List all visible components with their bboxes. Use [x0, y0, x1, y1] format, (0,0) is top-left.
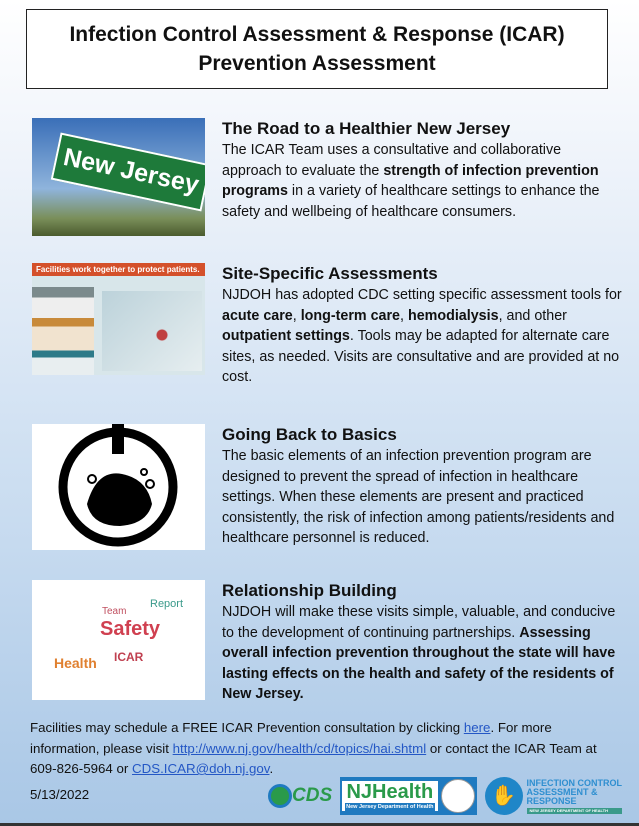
- section-heading: Relationship Building: [222, 581, 397, 600]
- icar-line: ASSESSMENT &: [526, 786, 598, 797]
- footer-text: [30, 718, 600, 780]
- bold-text: strength of infection prevention programs: [222, 162, 599, 199]
- bold-text: acute care: [222, 307, 293, 324]
- icar-line: INFECTION CONTROL: [526, 777, 623, 788]
- icar-line: RESPONSE: [526, 795, 577, 806]
- njhealth-text: NJHealth: [346, 781, 434, 803]
- page-title: [26, 9, 608, 89]
- icar-subtext: NEW JERSEY DEPARTMENT OF HEALTH: [527, 808, 623, 814]
- schedule-link[interactable]: here: [463, 720, 491, 735]
- text: Facilities may schedule a FREE ICAR Prevention consultation by clicking: [30, 720, 464, 735]
- text: , and other: [498, 307, 567, 324]
- bold-text: hemodialysis: [407, 307, 499, 324]
- section-text: [222, 263, 622, 388]
- cds-text: CDS: [292, 785, 333, 806]
- text: or contact the ICAR Team at 609-826-5964 or: [30, 740, 597, 776]
- text: ,: [400, 307, 408, 324]
- title-line-2: Prevention Assessment: [198, 52, 436, 75]
- new-jersey-sign-image: [32, 118, 205, 236]
- word: Team: [102, 606, 127, 617]
- text: NJDOH will make these visits simple, valuable, and conducive to the development of continuing partnerships.: [222, 604, 616, 641]
- section-text: [222, 118, 622, 222]
- state-seal-icon: [441, 779, 475, 813]
- hands-icon: ✋: [485, 777, 523, 815]
- njhealth-subtext: New Jersey Department of Health: [346, 804, 434, 810]
- section-text: [222, 580, 622, 705]
- text: . For more information, please visit: [30, 720, 552, 756]
- section-heading: Going Back to Basics: [222, 425, 397, 444]
- magnifier-icon: [268, 784, 292, 808]
- hai-website-link[interactable]: http://www.nj.gov/health/cd/topics/hai.shtml: [172, 740, 427, 756]
- word: ICAR: [114, 650, 144, 664]
- date: 5/13/2022: [30, 787, 90, 802]
- section-heading: The Road to a Healthier New Jersey: [222, 119, 511, 138]
- text: . Tools may be adapted for alternate care sites, as needed. Visits are consultative and are provided at no cost.: [222, 328, 620, 385]
- word: Report: [150, 598, 184, 610]
- text: in a variety of healthcare settings to enhance the safety and wellbeing of healthcare consumers.: [222, 183, 600, 220]
- text: The basic elements of an infection prevention program are designed to prevent the spread of infection in healthcare settings. When these elements are present and practiced consistently, the risk of infection among patients/residents and healthcare personnel is reduced.: [222, 448, 615, 546]
- word: Health: [54, 655, 97, 671]
- bold-text: long-term care: [300, 307, 401, 324]
- logos: [268, 775, 622, 817]
- icar-logo: [485, 777, 623, 815]
- text: NJDOH has adopted CDC setting specific assessment tools for: [222, 287, 622, 303]
- title-line-1: Infection Control Assessment & Response (ICAR): [69, 23, 565, 46]
- cds-logo: [268, 784, 332, 808]
- bold-text: outpatient settings: [222, 328, 350, 344]
- text: The ICAR Team uses a consultative and collaborative approach to evaluate the: [222, 142, 562, 179]
- facilities-infographic-image: [32, 263, 205, 375]
- sign-text: New Jersey: [51, 133, 205, 212]
- section-heading: Site-Specific Assessments: [222, 264, 438, 283]
- email-link[interactable]: CDS.ICAR@doh.nj.gov: [132, 761, 270, 776]
- handwashing-icon: [32, 424, 205, 550]
- bold-text: Assessing overall infection prevention throughout the state will have lasting effects on the health and safety of the residents of New Jersey.: [222, 624, 616, 702]
- word: Safety: [100, 618, 161, 640]
- infographic-title: Facilities work together to protect patients.: [32, 263, 205, 276]
- njhealth-logo: [340, 777, 476, 815]
- word-cloud-image: [32, 580, 205, 700]
- text: .: [269, 761, 274, 776]
- text: ,: [292, 307, 301, 324]
- section-text: [222, 424, 622, 549]
